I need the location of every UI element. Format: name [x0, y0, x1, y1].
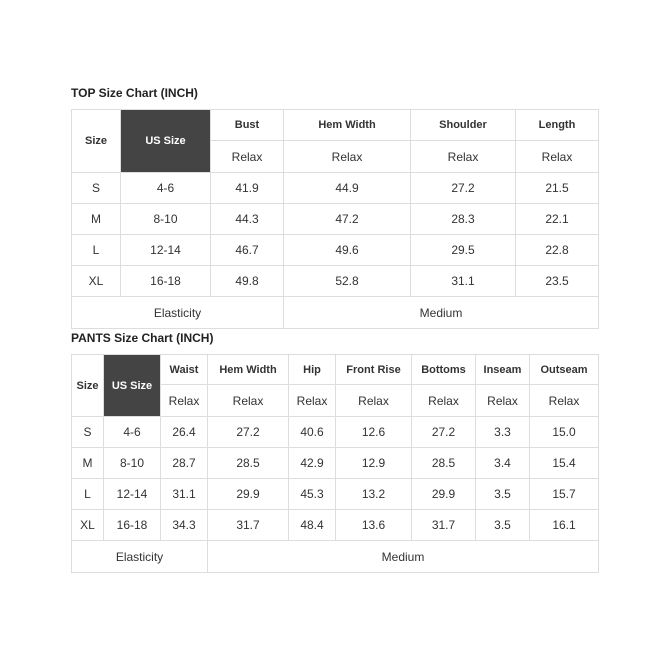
measurement-cell: 31.1	[411, 266, 516, 297]
size-cell: L	[72, 479, 104, 510]
us-size-cell: 8-10	[104, 448, 161, 479]
measurement-cell: 15.4	[530, 448, 599, 479]
elasticity-label: Elasticity	[72, 297, 284, 329]
size-cell: XL	[72, 510, 104, 541]
us-size-header: US Size	[121, 110, 211, 173]
table-row	[72, 204, 599, 235]
size-cell: M	[72, 204, 121, 235]
measurement-cell: 31.7	[208, 510, 289, 541]
measurement-cell: 22.1	[516, 204, 599, 235]
pants-size-chart-title: PANTS Size Chart (INCH)	[71, 331, 214, 345]
fit-label: Relax	[412, 385, 476, 417]
measurement-cell: 49.6	[284, 235, 411, 266]
size-cell: S	[72, 173, 121, 204]
column-header-hem-width: Hem Width	[208, 355, 289, 385]
measurement-cell: 44.3	[211, 204, 284, 235]
measurement-cell: 41.9	[211, 173, 284, 204]
table-row	[72, 235, 599, 266]
measurement-cell: 12.9	[336, 448, 412, 479]
fit-label: Relax	[476, 385, 530, 417]
fit-label: Relax	[289, 385, 336, 417]
table-row	[72, 479, 599, 510]
measurement-cell: 34.3	[161, 510, 208, 541]
measurement-cell: 27.2	[208, 417, 289, 448]
measurement-cell: 28.5	[412, 448, 476, 479]
fit-label: Relax	[516, 141, 599, 173]
fit-label: Relax	[411, 141, 516, 173]
top-size-chart-title: TOP Size Chart (INCH)	[71, 86, 198, 100]
measurement-cell: 3.5	[476, 510, 530, 541]
us-size-cell: 12-14	[104, 479, 161, 510]
measurement-cell: 46.7	[211, 235, 284, 266]
pants-size-table	[71, 354, 599, 573]
us-size-cell: 16-18	[104, 510, 161, 541]
measurement-cell: 16.1	[530, 510, 599, 541]
size-cell: L	[72, 235, 121, 266]
table-row	[72, 417, 599, 448]
fit-label: Relax	[211, 141, 284, 173]
measurement-cell: 12.6	[336, 417, 412, 448]
pants-header-row	[72, 355, 599, 385]
fit-label: Relax	[530, 385, 599, 417]
measurement-cell: 52.8	[284, 266, 411, 297]
column-header-shoulder: Shoulder	[411, 110, 516, 141]
measurement-cell: 28.3	[411, 204, 516, 235]
us-size-cell: 4-6	[104, 417, 161, 448]
column-header-hip: Hip	[289, 355, 336, 385]
size-cell: M	[72, 448, 104, 479]
table-row	[72, 448, 599, 479]
column-header-bottoms: Bottoms	[412, 355, 476, 385]
measurement-cell: 22.8	[516, 235, 599, 266]
measurement-cell: 13.6	[336, 510, 412, 541]
elasticity-value: Medium	[284, 297, 599, 329]
column-header-hem-width: Hem Width	[284, 110, 411, 141]
measurement-cell: 28.7	[161, 448, 208, 479]
elasticity-row	[72, 297, 599, 329]
table-row	[72, 173, 599, 204]
measurement-cell: 15.0	[530, 417, 599, 448]
elasticity-value: Medium	[208, 541, 599, 573]
fit-label: Relax	[284, 141, 411, 173]
column-header-waist: Waist	[161, 355, 208, 385]
column-header-inseam: Inseam	[476, 355, 530, 385]
measurement-cell: 3.5	[476, 479, 530, 510]
measurement-cell: 29.5	[411, 235, 516, 266]
measurement-cell: 3.3	[476, 417, 530, 448]
elasticity-label: Elasticity	[72, 541, 208, 573]
measurement-cell: 29.9	[208, 479, 289, 510]
column-header-bust: Bust	[211, 110, 284, 141]
top-header-row	[72, 110, 599, 141]
measurement-cell: 21.5	[516, 173, 599, 204]
table-row	[72, 510, 599, 541]
measurement-cell: 29.9	[412, 479, 476, 510]
measurement-cell: 48.4	[289, 510, 336, 541]
us-size-header: US Size	[104, 355, 161, 417]
top-size-table	[71, 109, 599, 329]
measurement-cell: 27.2	[412, 417, 476, 448]
measurement-cell: 31.7	[412, 510, 476, 541]
measurement-cell: 28.5	[208, 448, 289, 479]
us-size-cell: 8-10	[121, 204, 211, 235]
measurement-cell: 47.2	[284, 204, 411, 235]
size-cell: XL	[72, 266, 121, 297]
measurement-cell: 23.5	[516, 266, 599, 297]
table-row	[72, 266, 599, 297]
size-header: Size	[72, 110, 121, 173]
size-header: Size	[72, 355, 104, 417]
us-size-cell: 16-18	[121, 266, 211, 297]
measurement-cell: 3.4	[476, 448, 530, 479]
fit-label: Relax	[336, 385, 412, 417]
column-header-front-rise: Front Rise	[336, 355, 412, 385]
fit-label: Relax	[208, 385, 289, 417]
measurement-cell: 40.6	[289, 417, 336, 448]
column-header-outseam: Outseam	[530, 355, 599, 385]
measurement-cell: 45.3	[289, 479, 336, 510]
measurement-cell: 27.2	[411, 173, 516, 204]
measurement-cell: 42.9	[289, 448, 336, 479]
measurement-cell: 15.7	[530, 479, 599, 510]
fit-label: Relax	[161, 385, 208, 417]
measurement-cell: 26.4	[161, 417, 208, 448]
column-header-length: Length	[516, 110, 599, 141]
us-size-cell: 4-6	[121, 173, 211, 204]
measurement-cell: 44.9	[284, 173, 411, 204]
size-cell: S	[72, 417, 104, 448]
measurement-cell: 49.8	[211, 266, 284, 297]
us-size-cell: 12-14	[121, 235, 211, 266]
elasticity-row	[72, 541, 599, 573]
measurement-cell: 31.1	[161, 479, 208, 510]
measurement-cell: 13.2	[336, 479, 412, 510]
